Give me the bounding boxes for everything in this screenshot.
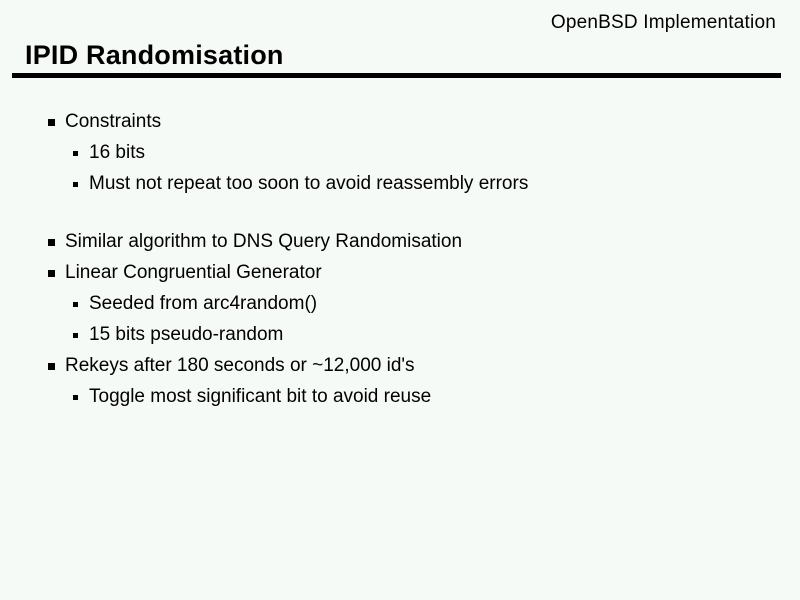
bullet-text: Must not repeat too soon to avoid reassembly errors <box>89 173 529 194</box>
bullet-square-icon <box>48 270 55 277</box>
bullet-list <box>0 110 800 416</box>
bullet-text: 16 bits <box>89 142 145 163</box>
bullet-item <box>0 323 800 347</box>
bullet-text: Seeded from arc4random() <box>89 293 318 314</box>
bullet-item <box>0 230 800 254</box>
bullet-text: Constraints <box>65 111 162 132</box>
bullet-item <box>0 292 800 316</box>
bullet-square-icon <box>73 182 78 187</box>
bullet-item <box>0 261 800 285</box>
bullet-square-icon <box>73 151 78 156</box>
bullet-text: Rekeys after 180 seconds or ~12,000 id's <box>65 355 415 376</box>
bullet-item <box>0 141 800 165</box>
header-label: OpenBSD Implementation <box>550 12 776 33</box>
bullet-square-icon <box>73 302 78 307</box>
bullet-text: 15 bits pseudo-random <box>89 324 284 345</box>
page-title: IPID Randomisation <box>25 40 284 70</box>
bullet-square-icon <box>48 239 55 246</box>
title-rule <box>12 73 781 78</box>
bullet-text: Similar algorithm to DNS Query Randomisation <box>65 231 463 252</box>
bullet-square-icon <box>48 119 55 126</box>
bullet-item <box>0 354 800 378</box>
bullet-text: Linear Congruential Generator <box>65 262 322 283</box>
bullet-item <box>0 110 800 134</box>
bullet-text: Toggle most significant bit to avoid reuse <box>89 386 432 407</box>
bullet-item <box>0 385 800 409</box>
bullet-square-icon <box>73 395 78 400</box>
bullet-square-icon <box>73 333 78 338</box>
bullet-square-icon <box>48 363 55 370</box>
bullet-item <box>0 172 800 196</box>
